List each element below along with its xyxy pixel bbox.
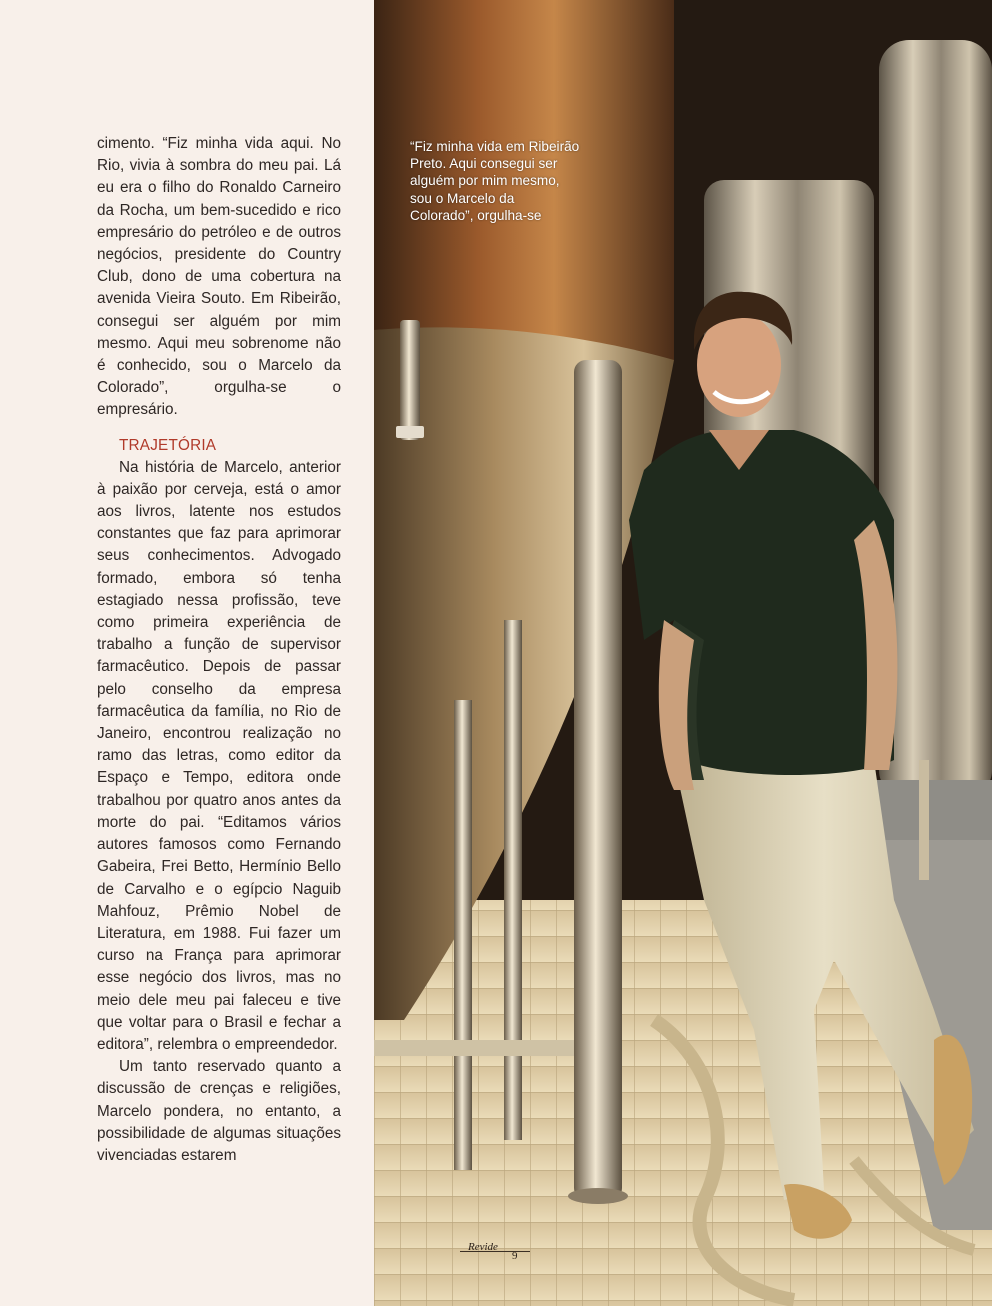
article-paragraph: cimento. “Fiz minha vida aqui. No Rio, vivia à sombra do meu pai. Lá eu era o filho do Ronaldo Carneiro da Rocha, um bem-sucedido e rico empresário do petróleo e de outros negócios, presidente do Country Club, dono de uma cobertura na avenida Vieira Souto. Em Ribeirão, consegui ser alguém por mim mesmo. Aqui meu sobrenome não é conhecido, sou o Marcelo da Colorado”, orgulha-se o empresário. [97,135,341,419]
text-column [0,0,374,1306]
article-paragraph: Na história de Marcelo, anterior à paixão por cerveja, está o amor aos livros, latente nos estudos constantes que faz para aprimorar seus conhecimentos. Advogado formado, embora só tenha estagiado nessa profissão, teve como primeira experiência de trabalho a função de supervisor farmacêutico. Depois de passar pelo conselho da empresa farmacêutica da família, no Rio de Janeiro, encontrou realização no ramo das letras, como editor da Espaço e Tempo, editora onde trabalhou por quatro anos antes da morte do pai. “Editamos vários autores famosos como Fernando Gabeira, Frei Betto, Hermínio Bello de Carvalho e o egípcio Naguib Mahfouz, Prêmio Nobel de Literatura, em 1988. Fui fazer um curso na França para aprimorar esse negócio dos livros, mas no meio dele meu pai faleceu e tive que voltar para o Brasil e fechar a editora”, relembra o empreendedor. [97,458,341,1053]
article-body [97,133,341,1167]
article-paragraph: Um tanto reservado quanto a discussão de crenças e religiões, Marcelo pondera, no entanto, a possibilidade de algumas situações vivenciadas estarem [97,1058,341,1164]
page-number: 9 [512,1250,518,1262]
section-title: TRAJETÓRIA [119,436,217,454]
magazine-name: Revide [468,1241,498,1253]
pull-quote: “Fiz minha vida em Ribeirão Preto. Aqui consegui ser alguém por mim mesmo, sou o Marcelo da Colorado”, orgulha-se [410,139,580,223]
page-footer [460,1241,532,1265]
